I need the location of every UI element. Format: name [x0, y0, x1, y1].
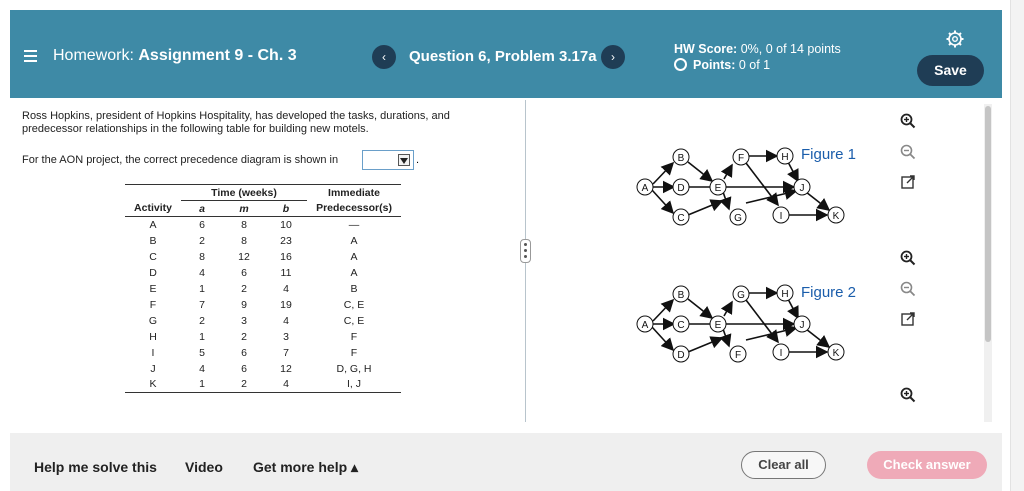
predecessor-header-1: Immediate	[307, 185, 401, 201]
table-cell: C	[149, 250, 157, 263]
table-cell: 5	[199, 346, 205, 359]
question-title: Question 6, Problem 3.17a	[409, 48, 597, 65]
table-cell: 9	[241, 298, 247, 311]
table-cell: 23	[280, 234, 292, 247]
m-header: m	[239, 202, 249, 215]
header-bar	[10, 10, 1002, 98]
activity-table	[125, 184, 401, 393]
a-header: a	[199, 202, 205, 215]
table-cell: I	[151, 346, 155, 359]
table-cell: 3	[241, 314, 247, 327]
score-panel	[674, 41, 841, 73]
table-cell: 1	[199, 282, 205, 295]
points-value: 0 of 1	[738, 58, 771, 72]
table-row	[125, 265, 401, 281]
fig2-node-i: I	[779, 348, 783, 359]
next-question-button[interactable]: ›	[601, 45, 625, 69]
table-row	[125, 233, 401, 249]
question-text: Ross Hopkins, president of Hopkins Hospitality, has developed the tasks, durations, and predecessor relationships in the following table for building new motels.	[22, 110, 450, 135]
fig2-node-k: K	[832, 348, 840, 359]
points-label: Points:	[693, 58, 736, 72]
activity-header: Activity	[125, 201, 181, 217]
get-more-help-link[interactable]: Get more help ▴	[253, 459, 359, 475]
table-cell: 2	[223, 377, 265, 393]
points-radio-icon	[674, 58, 687, 71]
table-cell: H	[149, 330, 157, 343]
table-row	[125, 297, 401, 313]
table-cell: 1	[181, 377, 223, 393]
fig1-node-d: D	[677, 183, 685, 194]
save-button[interactable]: Save	[917, 55, 984, 86]
zoom-in-icon[interactable]	[899, 386, 917, 404]
assignment-title	[53, 47, 297, 65]
table-cell: A	[350, 234, 358, 247]
table-cell: F	[149, 298, 157, 311]
table-cell: B	[350, 282, 358, 295]
fig1-node-g: G	[734, 213, 742, 224]
table-cell: 7	[283, 346, 289, 359]
popout-icon[interactable]	[899, 310, 917, 328]
fig2-node-f: F	[734, 350, 742, 361]
predecessor-header-2: Predecessor(s)	[307, 201, 401, 217]
table-body	[125, 217, 401, 393]
table-cell: B	[149, 234, 157, 247]
table-cell: 10	[280, 218, 292, 231]
fig1-node-c: C	[677, 213, 685, 224]
fig2-node-a: A	[641, 320, 649, 331]
zoom-out-icon[interactable]	[899, 280, 917, 298]
fig2-node-g: G	[737, 290, 745, 301]
table-cell: 3	[283, 330, 289, 343]
zoom-in-icon[interactable]	[899, 249, 917, 267]
table-row	[125, 281, 401, 297]
table-cell: C, E	[343, 314, 365, 327]
table-cell: 1	[199, 330, 205, 343]
table-cell: 2	[199, 314, 205, 327]
table-cell: 2	[199, 234, 205, 247]
table-cell: I, J	[307, 377, 401, 393]
time-weeks-header: Time (weeks)	[181, 185, 307, 201]
table-cell: A	[350, 250, 358, 263]
table-cell: 8	[241, 234, 247, 247]
popout-icon[interactable]	[899, 173, 917, 191]
previous-question-button[interactable]: ‹	[372, 45, 396, 69]
table-cell: 16	[280, 250, 292, 263]
table-cell: 12	[238, 250, 250, 263]
table-row	[125, 313, 401, 329]
table-cell: A	[149, 218, 157, 231]
table-cell: 2	[241, 282, 247, 295]
table-cell: 4	[283, 282, 289, 295]
table-cell: 2	[241, 330, 247, 343]
table-cell: 8	[199, 250, 205, 263]
table-cell: 4	[283, 314, 289, 327]
fig1-node-j: J	[799, 183, 805, 194]
table-cell: 4	[199, 362, 205, 375]
table-row	[125, 329, 401, 345]
table-cell: 8	[241, 218, 247, 231]
table-cell: 6	[241, 266, 247, 279]
table-cell: C, E	[343, 298, 365, 311]
footer-bar	[10, 433, 1002, 491]
zoom-in-icon[interactable]	[899, 112, 917, 130]
homework-prefix: Homework:	[53, 47, 134, 64]
fig1-node-k: K	[832, 211, 840, 222]
check-answer-button[interactable]: Check answer	[867, 451, 987, 479]
fig1-node-b: B	[677, 153, 685, 164]
table-cell: 6	[241, 346, 247, 359]
table-row	[125, 377, 401, 393]
prompt-period: .	[416, 154, 420, 166]
b-header: b	[282, 202, 290, 215]
fig1-node-a: A	[641, 183, 649, 194]
fig2-node-b: B	[677, 290, 685, 301]
table-cell: K	[125, 377, 181, 393]
scrollbar-thumb[interactable]	[985, 106, 991, 342]
menu-icon[interactable]	[24, 50, 37, 62]
table-cell: 4	[199, 266, 205, 279]
video-link[interactable]: Video	[185, 459, 223, 475]
table-cell: 11	[280, 266, 292, 279]
table-cell: 4	[265, 377, 307, 393]
fig1-node-f: F	[737, 153, 745, 164]
table-row	[125, 249, 401, 265]
chevron-down-icon[interactable]	[398, 154, 410, 166]
content-scrollbar[interactable]	[984, 104, 992, 422]
figure-1-label: Figure 1	[801, 146, 857, 163]
help-me-solve-link[interactable]: Help me solve this	[34, 459, 157, 475]
fig1-node-i: I	[779, 211, 783, 222]
table-cell: F	[350, 330, 358, 343]
pane-resize-handle[interactable]	[520, 239, 531, 263]
table-cell: —	[348, 218, 360, 231]
hw-score-label: HW Score:	[674, 42, 738, 56]
gear-icon[interactable]	[945, 29, 965, 49]
hw-score-value: 0%, 0 of 14 points	[740, 42, 841, 56]
clear-all-button[interactable]: Clear all	[741, 451, 826, 479]
table-cell: E	[149, 282, 157, 295]
table-cell: 7	[199, 298, 205, 311]
window-edge	[1010, 0, 1024, 491]
assignment-name: Assignment 9 - Ch. 3	[138, 47, 297, 64]
fig2-node-c: C	[677, 320, 685, 331]
fig2-node-j: J	[799, 320, 805, 331]
table-cell: F	[350, 346, 358, 359]
table-cell: 19	[280, 298, 292, 311]
answer-dropdown[interactable]	[362, 150, 414, 170]
table-cell: A	[350, 266, 358, 279]
fig1-node-h: H	[781, 152, 789, 163]
zoom-out-icon[interactable]	[899, 143, 917, 161]
fig2-node-h: H	[781, 289, 789, 300]
figure-2-label: Figure 2	[801, 284, 857, 301]
fig2-node-d: D	[677, 350, 685, 361]
table-cell: G	[148, 314, 158, 327]
table-cell: J	[150, 362, 156, 375]
table-row	[125, 345, 401, 361]
fig2-node-e: E	[714, 320, 722, 331]
table-row	[125, 217, 401, 233]
table-row	[125, 361, 401, 377]
table-cell: 6	[241, 362, 247, 375]
table-cell: 6	[199, 218, 205, 231]
question-prompt: For the AON project, the correct precedence diagram is shown in	[22, 154, 339, 166]
fig1-node-e: E	[714, 183, 722, 194]
table-cell: D	[149, 266, 157, 279]
table-cell: D, G, H	[336, 362, 372, 375]
table-cell: 12	[280, 362, 292, 375]
